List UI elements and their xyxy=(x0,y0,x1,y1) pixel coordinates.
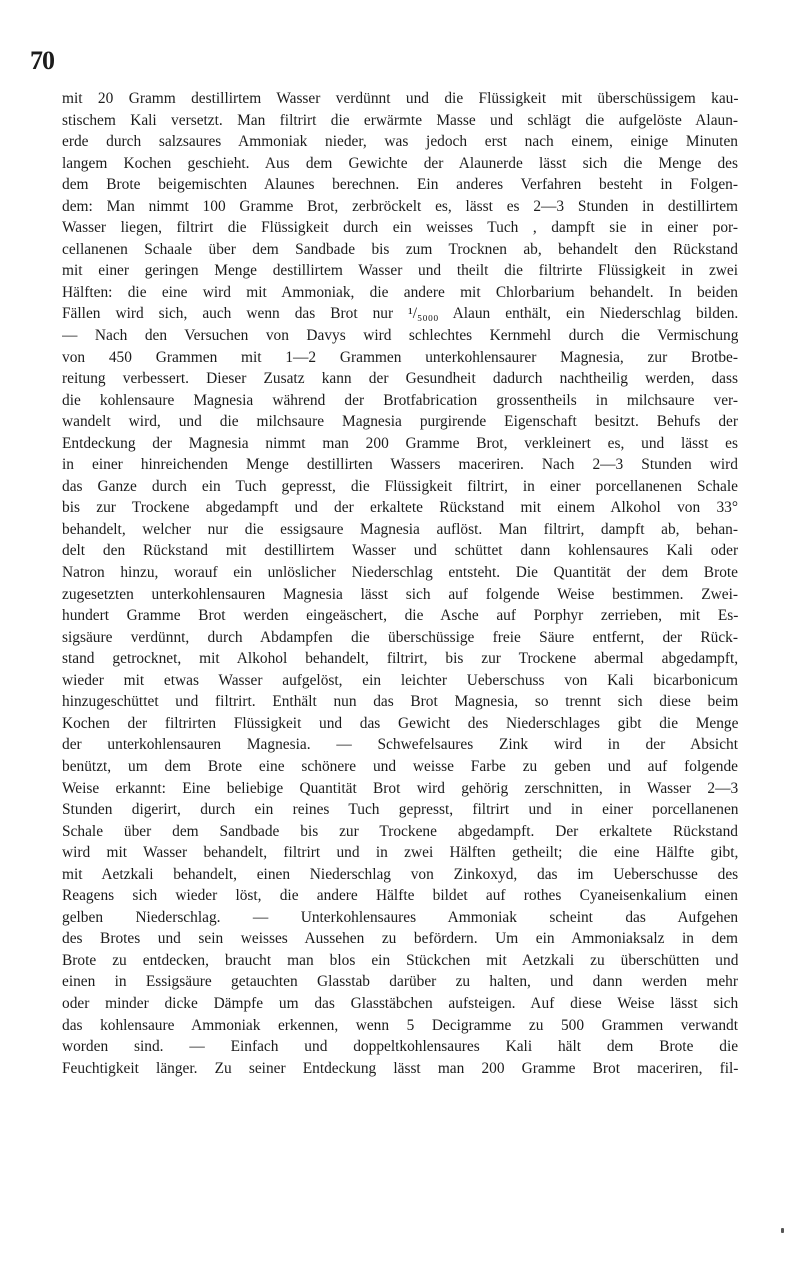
text-line: Natron hinzu, worauf ein unlöslicher Niederschlag entsteht. Die Quantität der dem Brote xyxy=(62,564,738,582)
text-line: der unterkohlensauren Magnesia. — Schwefelsaures Zink wird in der Absicht xyxy=(62,736,738,754)
text-line: sigsäure verdünnt, durch Abdampfen die überschüssige freie Säure entfernt, der Rück- xyxy=(62,628,738,646)
body-text xyxy=(62,88,738,1079)
text-line: Weise erkannt: Eine beliebige Quantität Brot wird gehörig zerschnitten, in Wasser 2—3 xyxy=(62,779,738,797)
text-line: wird mit Wasser behandelt, filtrirt und in zwei Hälften getheilt; die eine Hälfte gibt, xyxy=(62,844,738,862)
text-line: in einer hinreichenden Menge destillirten Wassers maceriren. Nach 2—3 Stunden wird xyxy=(62,456,738,474)
text-line: mit 20 Gramm destillirtem Wasser verdünnt und die Flüssigkeit mit überschüssigem kau- xyxy=(62,90,738,107)
text-line: Feuchtigkeit länger. Zu seiner Entdeckung lässt man 200 Gramme Brot maceriren, fil- xyxy=(62,1059,738,1077)
text-line: stand getrocknet, mit Alkohol behandelt, filtrirt, bis zur Trockene abermal abgedampft, xyxy=(62,650,738,668)
text-line: behandelt, welcher nur die essigsaure Magnesia auflöst. Man filtrirt, dampft ab, behan- xyxy=(62,520,738,538)
text-line: hinzugeschüttet und filtrirt. Enthält nun das Brot Magnesia, so trennt sich diese beim xyxy=(62,693,738,711)
text-line: wandelt wird, und die milchsaure Magnesia purgirende Eigenschaft besitzt. Behufs der xyxy=(62,413,738,431)
text-line: mit einer geringen Menge destillirtem Wasser und theilt die filtrirte Flüssigkeit in zwei xyxy=(62,262,738,280)
text-line: delt den Rückstand mit destillirtem Wasser und schüttet dann kohlensaures Kali oder xyxy=(62,542,738,560)
text-line: gelben Niederschlag. — Unterkohlensaures Ammoniak scheint das Aufgehen xyxy=(62,908,738,926)
text-line: cellanenen Schaale über dem Sandbade bis zum Trocknen ab, behandelt den Rückstand xyxy=(62,240,738,258)
text-line: das Ganze durch ein Tuch gepresst, die Flüssigkeit filtrirt, in einer porcellanenen Schale xyxy=(62,477,738,495)
text-line: erde durch salzsaures Ammoniak nieder, was jedoch erst nach einem, einige Minuten xyxy=(62,133,738,151)
text-line: bis zur Trockene abgedampft und der erkaltete Rückstand mit einem Alkohol von 33° xyxy=(62,499,738,517)
text-line: stischem Kali versetzt. Man filtrirt die erwärmte Masse und schlägt die aufgelöste Alaun- xyxy=(62,111,738,129)
text-line: mit Aetzkali behandelt, einen Niederschlag von Zinkoxyd, das im Ueberschusse des xyxy=(62,865,738,883)
text-line: dem: Man nimmt 100 Gramme Brot, zerbröckelt es, lässt es 2—3 Stunden in destillirtem xyxy=(62,197,738,215)
text-line: Brote zu entdecken, braucht man blos ein Stückchen mit Aetzkali zu überschütten und xyxy=(62,951,738,969)
text-line: zugesetzten unterkohlensauren Magnesia lässt sich auf folgende Weise bestimmen. Zwei- xyxy=(62,585,738,603)
text-line: Hälften: die eine wird mit Ammoniak, die andere mit Chlorbarium behandelt. In beiden xyxy=(62,283,738,301)
margin-mark xyxy=(781,1228,784,1233)
text-line: oder minder dicke Dämpfe um das Glasstäbchen aufsteigen. Auf diese Weise lässt sich xyxy=(62,994,738,1012)
text-line: Reagens sich wieder löst, die andere Hälfte bildet auf rothes Cyaneisenkalium einen xyxy=(62,887,738,905)
page-number: 70 xyxy=(30,46,54,75)
text-line: einen in Essigsäure getauchten Glasstab darüber zu halten, und dann werden mehr xyxy=(62,973,738,991)
text-line: hundert Gramme Brot werden eingeäschert, die Asche auf Porphyr zerrieben, mit Es- xyxy=(62,607,738,625)
text-line: dem Brote beigemischten Alaunes berechnen. Ein anderes Verfahren besteht in Folgen- xyxy=(62,176,738,194)
text-line: langem Kochen geschieht. Aus dem Gewichte der Alaunerde lässt sich die Menge des xyxy=(62,154,738,172)
text-line: die kohlensaure Magnesia während der Brotfabrication grossentheils in milchsaure ver- xyxy=(62,391,738,409)
text-line: Stunden digerirt, durch ein reines Tuch gepresst, filtrirt und in einer porcellanenen xyxy=(62,801,738,819)
text-line: worden sind. — Einfach und doppeltkohlensaures Kali hält dem Brote die xyxy=(62,1038,738,1056)
text-line: Fällen wird sich, auch wenn das Brot nur ¹/₅₀₀₀ Alaun enthält, ein Niederschlag bilden. xyxy=(62,305,738,323)
text-line: wieder mit etwas Wasser aufgelöst, ein leichter Ueberschuss von Kali bicarbonicum xyxy=(62,671,738,689)
text-line: Kochen der filtrirten Flüssigkeit und das Gewicht des Niederschlages gibt die Menge xyxy=(62,714,738,732)
text-line: Schale über dem Sandbade bis zur Trockene abgedampft. Der erkaltete Rückstand xyxy=(62,822,738,840)
text-line: reitung verbessert. Dieser Zusatz kann der Gesundheit dadurch nachtheilig werden, dass xyxy=(62,370,738,388)
text-line: das kohlensaure Ammoniak erkennen, wenn 5 Decigramme zu 500 Grammen verwandt xyxy=(62,1016,738,1034)
text-line: von 450 Grammen mit 1—2 Grammen unterkohlensaurer Magnesia, zur Brotbe- xyxy=(62,348,738,366)
text-line: Entdeckung der Magnesia nimmt man 200 Gramme Brot, verkleinert es, und lässt es xyxy=(62,434,738,452)
text-line: — Nach den Versuchen von Davys wird schlechtes Kernmehl durch die Vermischung xyxy=(62,327,738,345)
text-line: benützt, um dem Brote eine schönere und weisse Farbe zu geben und auf folgende xyxy=(62,757,738,775)
text-line: des Brotes und sein weisses Aussehen zu befördern. Um ein Ammoniaksalz in dem xyxy=(62,930,738,948)
text-line: Wasser liegen, filtrirt die Flüssigkeit durch ein weisses Tuch , dampft sie in einer por- xyxy=(62,219,738,237)
